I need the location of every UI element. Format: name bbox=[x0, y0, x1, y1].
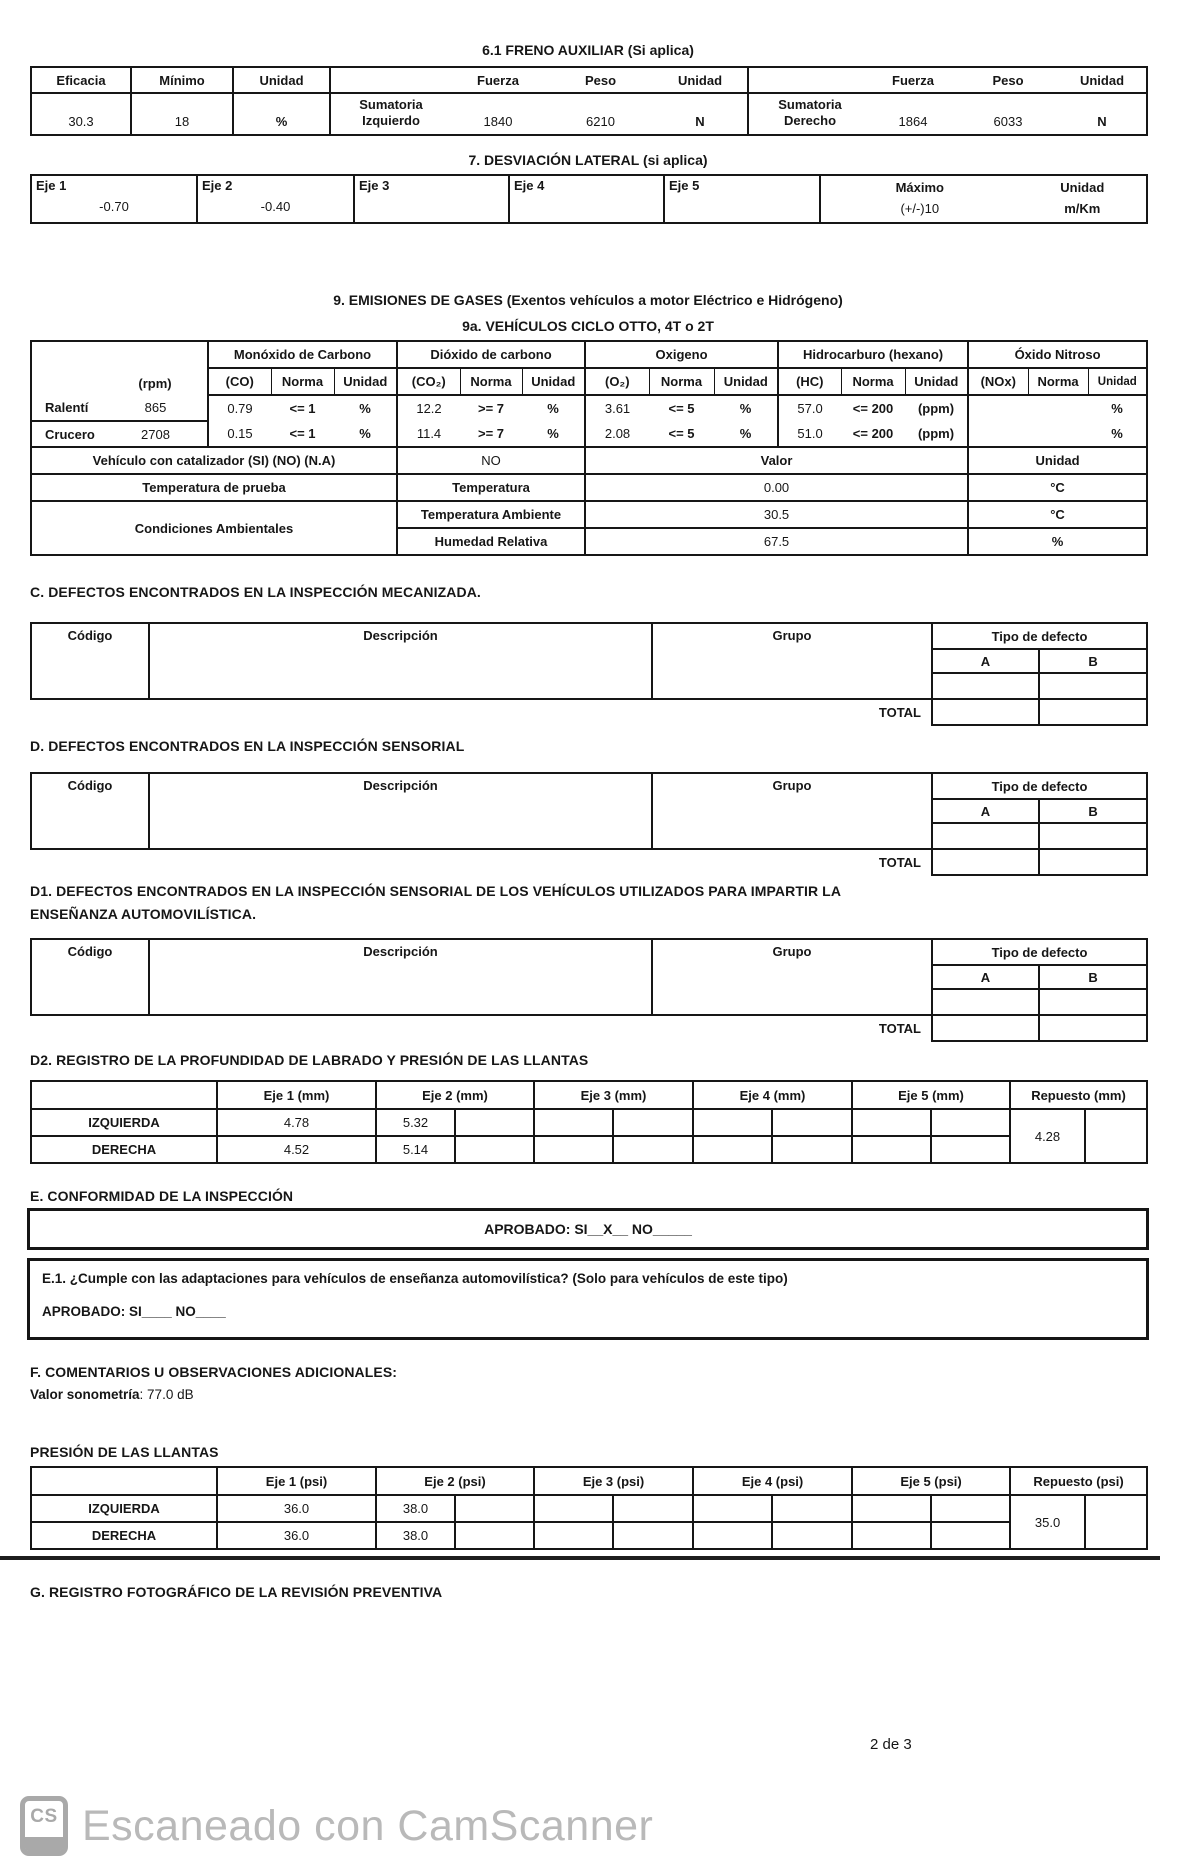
section-divider bbox=[0, 1556, 1160, 1560]
co2-unidad-header: Unidad bbox=[522, 368, 585, 395]
ralenti-rpm: 865 bbox=[104, 395, 208, 421]
seccion-d2-title: D2. REGISTRO DE LA PROFUNDIDAD DE LABRADO Y PRESIÓN DE LAS LLANTAS bbox=[30, 1052, 589, 1068]
total-label: TOTAL bbox=[878, 855, 921, 870]
profundidad-table bbox=[30, 1080, 1148, 1164]
eje1-mm-header: Eje 1 (mm) bbox=[217, 1081, 376, 1109]
izq-eje2-mm: 5.32 bbox=[376, 1109, 455, 1136]
ralenti-row bbox=[31, 395, 1147, 421]
seccion-d1-title: D1. DEFECTOS ENCONTRADOS EN LA INSPECCIÓN SENSORIAL DE LOS VEHÍCULOS UTILIZADOS PARA IMPARTIR LA ENSEÑANZA AUTOMOVILÍSTICA. bbox=[30, 883, 841, 923]
total-b-cell bbox=[1039, 849, 1147, 875]
izq-eje1-psi: 36.0 bbox=[217, 1495, 376, 1522]
descripcion-header: Descripción bbox=[149, 939, 652, 1015]
ralenti-nox-norma bbox=[1028, 395, 1088, 421]
der-eje1-mm: 4.52 bbox=[217, 1136, 376, 1163]
seccion-e-title: E. CONFORMIDAD DE LA INSPECCIÓN bbox=[30, 1188, 294, 1204]
freno-auxiliar-title: 6.1 FRENO AUXILIAR (Si aplica) bbox=[482, 42, 694, 58]
presion-table bbox=[30, 1466, 1148, 1550]
emisiones-group-header-row bbox=[31, 341, 1147, 368]
fuerza-header-der: Fuerza bbox=[868, 67, 958, 93]
tipo-a-header: A bbox=[932, 799, 1039, 823]
rpm-header: (rpm) bbox=[138, 376, 172, 391]
camscanner-logo-icon bbox=[20, 1796, 68, 1856]
group-nox: Óxido Nitroso bbox=[968, 341, 1147, 368]
aprobado-box bbox=[27, 1208, 1149, 1250]
eje5-label: Eje 5 bbox=[669, 178, 700, 193]
tipo-b-header: B bbox=[1039, 799, 1147, 823]
crucero-co-value: 0.15 bbox=[208, 421, 271, 447]
codigo-header: Código bbox=[31, 623, 149, 699]
eje5-mm-header: Eje 5 (mm) bbox=[852, 1081, 1010, 1109]
eje2-label: Eje 2 bbox=[202, 178, 233, 193]
ralenti-hc-unidad: (ppm) bbox=[917, 401, 955, 416]
minimo-value: 18 bbox=[131, 93, 233, 135]
peso-izquierdo-value: 6210 bbox=[586, 114, 615, 129]
derecha-label: DERECHA bbox=[31, 1136, 217, 1163]
defectos-ensenanza-table bbox=[30, 938, 1148, 1042]
temperatura-ambiente-row bbox=[31, 501, 1147, 528]
ralenti-co2-unidad: % bbox=[547, 401, 559, 416]
co2-param-header: (CO₂) bbox=[397, 368, 460, 395]
page-number: 2 de 3 bbox=[870, 1736, 912, 1753]
seccion-d-title: D. DEFECTOS ENCONTRADOS EN LA INSPECCIÓN SENSORIAL bbox=[30, 738, 465, 754]
sumatoria-izquierdo-label: Sumatoria Izquierdo bbox=[330, 93, 448, 135]
group-co2: Dióxido de carbono bbox=[397, 341, 585, 368]
crucero-o2-norma: <= 5 bbox=[668, 426, 695, 441]
crucero-co2-unidad: % bbox=[547, 426, 559, 441]
crucero-row bbox=[31, 421, 1147, 447]
crucero-co-norma: <= 1 bbox=[289, 426, 316, 441]
eficacia-header: Eficacia bbox=[31, 67, 131, 93]
seccion-g-title: G. REGISTRO FOTOGRÁFICO DE LA REVISIÓN PREVENTIVA bbox=[30, 1584, 443, 1600]
peso-header-izq: Peso bbox=[548, 67, 653, 93]
tipo-b-header: B bbox=[1039, 649, 1147, 673]
ralenti-label: Ralentí bbox=[31, 395, 104, 421]
nox-norma-header: Norma bbox=[1028, 368, 1088, 395]
temperatura-unidad: °C bbox=[968, 474, 1147, 501]
nox-param-header: (NOx) bbox=[968, 368, 1028, 395]
hc-unidad-header: Unidad bbox=[905, 368, 968, 395]
codigo-header: Código bbox=[31, 773, 149, 849]
o2-unidad-header: Unidad bbox=[714, 368, 778, 395]
descripcion-header: Descripción bbox=[149, 773, 652, 849]
tipo-defecto-header: Tipo de defecto bbox=[932, 939, 1147, 965]
freno-value-row bbox=[31, 93, 1147, 135]
derecha-label: DERECHA bbox=[31, 1522, 217, 1549]
der-eje2-mm: 5.14 bbox=[376, 1136, 455, 1163]
eje2-psi-header: Eje 2 (psi) bbox=[376, 1467, 534, 1495]
o2-norma-header: Norma bbox=[649, 368, 714, 395]
desviacion-title: 7. DESVIACIÓN LATERAL (si aplica) bbox=[468, 152, 708, 168]
camscanner-logo-text: CS bbox=[30, 1806, 58, 1827]
crucero-label: Crucero bbox=[45, 426, 95, 442]
der-eje1-psi: 36.0 bbox=[217, 1522, 376, 1549]
temperatura-prueba-label: Temperatura de prueba bbox=[31, 474, 397, 501]
tipo-defecto-header: Tipo de defecto bbox=[932, 623, 1147, 649]
humedad-relativa-unidad: % bbox=[968, 528, 1147, 555]
total-b-cell bbox=[1039, 1015, 1147, 1041]
eje1-psi-header: Eje 1 (psi) bbox=[217, 1467, 376, 1495]
co-unidad-header: Unidad bbox=[334, 368, 397, 395]
unidad-col-header: Unidad bbox=[968, 447, 1147, 474]
crucero-nox-norma bbox=[1028, 421, 1088, 447]
grupo-header: Grupo bbox=[652, 939, 932, 1015]
defectos-sensorial-table bbox=[30, 772, 1148, 876]
repuesto-psi-value: 35.0 bbox=[1010, 1495, 1085, 1549]
ralenti-nox-unidad: % bbox=[1111, 401, 1123, 416]
hc-param-header: (HC) bbox=[778, 368, 841, 395]
peso-derecho-value: 6033 bbox=[993, 114, 1023, 129]
temperatura-ambiente-value: 30.5 bbox=[585, 501, 968, 528]
freno-auxiliar-table bbox=[30, 66, 1148, 136]
aprobado-text: APROBADO: SI__X__ NO_____ bbox=[484, 1221, 692, 1237]
ralenti-co2-norma: >= 7 bbox=[477, 401, 505, 416]
co-param-header: (CO) bbox=[208, 368, 271, 395]
e1-question: E.1. ¿Cumple con las adaptaciones para vehículos de enseñanza automovilística? (Solo para vehículos de este tipo) bbox=[42, 1271, 788, 1286]
peso-header-der: Peso bbox=[958, 67, 1058, 93]
grupo-header: Grupo bbox=[652, 623, 932, 699]
e1-aprobado-text: APROBADO: SI____ NO____ bbox=[42, 1304, 226, 1319]
crucero-co-unidad: % bbox=[359, 426, 371, 441]
total-label: TOTAL bbox=[878, 705, 921, 720]
unidad-izquierdo-value: N bbox=[695, 114, 705, 129]
eje4-psi-header: Eje 4 (psi) bbox=[693, 1467, 852, 1495]
seccion-c-title: C. DEFECTOS ENCONTRADOS EN LA INSPECCIÓN MECANIZADA. bbox=[30, 584, 481, 600]
crucero-hc-unidad: (ppm) bbox=[917, 426, 955, 441]
crucero-o2-unidad: % bbox=[739, 426, 752, 441]
co-norma-header: Norma bbox=[271, 368, 334, 395]
sonometria-value: : 77.0 dB bbox=[139, 1387, 194, 1402]
eje4-mm-header: Eje 4 (mm) bbox=[693, 1081, 852, 1109]
unidad-derecho-value: N bbox=[1097, 114, 1107, 129]
grupo-header: Grupo bbox=[652, 773, 932, 849]
sonometria-line bbox=[30, 1387, 194, 1402]
desv-unidad-value: m/Km bbox=[1064, 201, 1101, 216]
defectos-mecanizada-table bbox=[30, 622, 1148, 726]
eje2-value: -0.40 bbox=[260, 199, 291, 214]
crucero-co2-norma: >= 7 bbox=[477, 426, 505, 441]
sonometria-label: Valor sonometría bbox=[30, 1387, 140, 1402]
izq-eje2-psi: 38.0 bbox=[376, 1495, 455, 1522]
unidad-value: % bbox=[233, 93, 330, 135]
desviacion-row bbox=[31, 175, 1147, 223]
ralenti-nox-value bbox=[968, 395, 1028, 421]
maximo-label: Máximo bbox=[895, 180, 944, 195]
catalizador-row bbox=[31, 447, 1147, 474]
tipo-a-header: A bbox=[932, 649, 1039, 673]
ralenti-co2-value: 12.2 bbox=[397, 395, 460, 421]
izquierda-label: IZQUIERDA bbox=[31, 1495, 217, 1522]
freno-header-row bbox=[31, 67, 1147, 93]
eje3-label: Eje 3 bbox=[359, 178, 390, 193]
crucero-nox-unidad: % bbox=[1111, 426, 1123, 441]
ralenti-o2-norma: <= 5 bbox=[668, 401, 695, 416]
eje3-mm-header: Eje 3 (mm) bbox=[534, 1081, 693, 1109]
total-a-cell bbox=[932, 849, 1039, 875]
group-hc: Hidrocarburo (hexano) bbox=[778, 341, 968, 368]
camscanner-footer bbox=[20, 1796, 653, 1856]
minimo-header: Mínimo bbox=[131, 67, 233, 93]
izq-eje1-mm: 4.78 bbox=[217, 1109, 376, 1136]
camscanner-logo-base bbox=[25, 1837, 63, 1851]
tipo-a-header: A bbox=[932, 965, 1039, 989]
ralenti-co-value: 0.79 bbox=[208, 395, 271, 421]
descripcion-header: Descripción bbox=[149, 623, 652, 699]
condiciones-ambientales-label: Condiciones Ambientales bbox=[31, 501, 397, 555]
eficacia-value: 30.3 bbox=[68, 114, 94, 129]
o2-param-header: (O₂) bbox=[585, 368, 649, 395]
temperatura-param: Temperatura bbox=[397, 474, 585, 501]
catalizador-value: NO bbox=[397, 447, 585, 474]
eje3-psi-header: Eje 3 (psi) bbox=[534, 1467, 693, 1495]
repuesto-psi-header: Repuesto (psi) bbox=[1010, 1467, 1147, 1495]
eje2-mm-header: Eje 2 (mm) bbox=[376, 1081, 534, 1109]
unidad-header-izq: Unidad bbox=[653, 67, 748, 93]
sumatoria-derecho-label: Sumatoria Derecho bbox=[748, 93, 868, 135]
eje4-label: Eje 4 bbox=[514, 178, 545, 193]
crucero-nox-value bbox=[968, 421, 1028, 447]
catalizador-label: Vehículo con catalizador (SI) (NO) (N.A) bbox=[31, 447, 397, 474]
e1-box bbox=[27, 1258, 1149, 1340]
temperatura-ambiente-param: Temperatura Ambiente bbox=[397, 501, 585, 528]
desviacion-table bbox=[30, 174, 1148, 224]
repuesto-mm-value: 4.28 bbox=[1010, 1109, 1085, 1163]
unidad-header-der: Unidad bbox=[1058, 67, 1147, 93]
humedad-relativa-param: Humedad Relativa bbox=[397, 528, 585, 555]
ralenti-o2-value: 3.61 bbox=[585, 395, 649, 421]
eje5-psi-header: Eje 5 (psi) bbox=[852, 1467, 1010, 1495]
humedad-relativa-value: 67.5 bbox=[585, 528, 968, 555]
codigo-header: Código bbox=[31, 939, 149, 1015]
ralenti-o2-unidad: % bbox=[739, 401, 752, 416]
crucero-rpm: 2708 bbox=[141, 426, 170, 442]
total-a-cell bbox=[932, 699, 1039, 725]
temperatura-ambiente-unidad: °C bbox=[968, 501, 1147, 528]
ralenti-co-unidad: % bbox=[359, 401, 371, 416]
crucero-hc-value: 51.0 bbox=[778, 421, 841, 447]
total-b-cell bbox=[1039, 699, 1147, 725]
unidad-header: Unidad bbox=[233, 67, 330, 93]
eje1-label: Eje 1 bbox=[36, 178, 67, 193]
group-co: Monóxido de Carbono bbox=[208, 341, 397, 368]
seccion-f-title: F. COMENTARIOS U OBSERVACIONES ADICIONALES: bbox=[30, 1364, 398, 1380]
crucero-o2-value: 2.08 bbox=[585, 421, 649, 447]
emisiones-title: 9. EMISIONES DE GASES (Exentos vehículos a motor Eléctrico e Hidrógeno) bbox=[333, 292, 843, 308]
tipo-b-header: B bbox=[1039, 965, 1147, 989]
crucero-hc-norma: <= 200 bbox=[852, 426, 894, 441]
presion-title: PRESIÓN DE LAS LLANTAS bbox=[30, 1444, 219, 1460]
temperatura-prueba-row bbox=[31, 474, 1147, 501]
fuerza-header-izq: Fuerza bbox=[448, 67, 548, 93]
fuerza-derecho-value: 1864 bbox=[898, 114, 928, 129]
emisiones-table bbox=[30, 340, 1148, 556]
desv-unidad-label: Unidad bbox=[1060, 180, 1105, 195]
ralenti-hc-norma: <= 200 bbox=[852, 401, 894, 416]
eje1-value: -0.70 bbox=[99, 199, 129, 214]
camscanner-watermark-text: Escaneado con CamScanner bbox=[82, 1801, 654, 1850]
emisiones-subtitle: 9a. VEHÍCULOS CICLO OTTO, 4T o 2T bbox=[462, 318, 714, 334]
maximo-value: (+/-)10 bbox=[900, 201, 940, 216]
total-label: TOTAL bbox=[878, 1021, 921, 1036]
izquierda-label: IZQUIERDA bbox=[31, 1109, 217, 1136]
tipo-defecto-header: Tipo de defecto bbox=[932, 773, 1147, 799]
nox-unidad-header: Unidad bbox=[1088, 368, 1147, 395]
ralenti-hc-value: 57.0 bbox=[778, 395, 841, 421]
crucero-co2-value: 11.4 bbox=[397, 421, 460, 447]
der-eje2-psi: 38.0 bbox=[376, 1522, 455, 1549]
hc-norma-header: Norma bbox=[841, 368, 905, 395]
temperatura-value: 0.00 bbox=[585, 474, 968, 501]
group-o2: Oxigeno bbox=[585, 341, 778, 368]
ralenti-co-norma: <= 1 bbox=[289, 401, 316, 416]
total-a-cell bbox=[932, 1015, 1039, 1041]
repuesto-mm-header: Repuesto (mm) bbox=[1010, 1081, 1147, 1109]
co2-norma-header: Norma bbox=[460, 368, 522, 395]
fuerza-izquierdo-value: 1840 bbox=[483, 114, 513, 129]
valor-header: Valor bbox=[585, 447, 968, 474]
